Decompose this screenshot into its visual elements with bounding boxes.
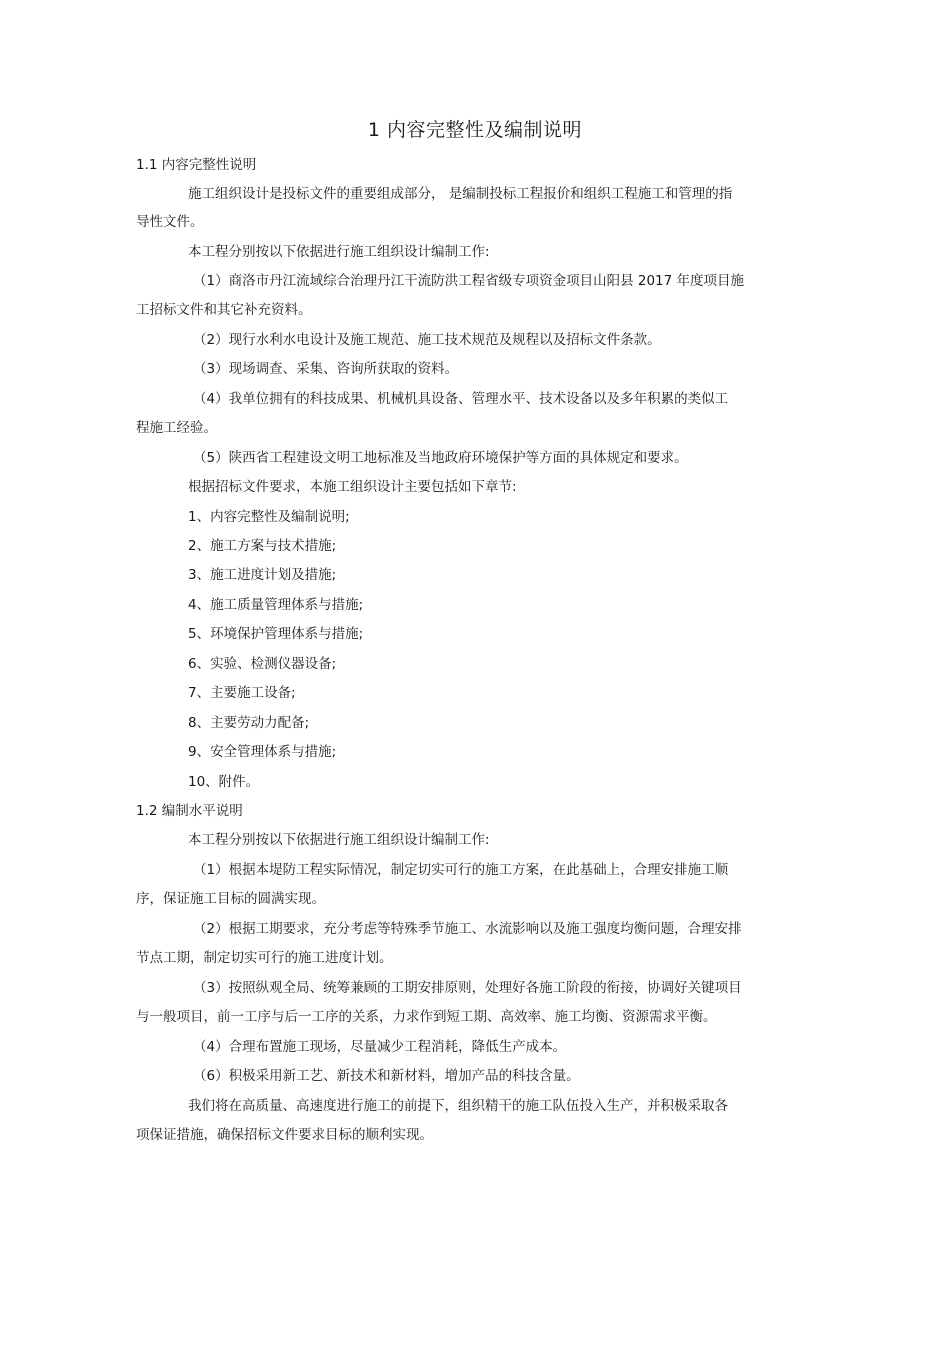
toc-item: 8、主要劳动力配备; (188, 715, 310, 731)
paragraph-line: 我们将在高质量、高速度进行施工的前提下，组织精干的施工队伍投入生产，并积极采取各 (188, 1098, 728, 1114)
toc-item: 4、施工质量管理体系与措施; (188, 597, 364, 613)
toc-item: 6、实验、检测仪器设备; (188, 656, 337, 672)
basis-item-3: （3）现场调查、采集、咨询所获取的资料。 (193, 361, 459, 377)
paragraph-line: 本工程分别按以下依据进行施工组织设计编制工作: (188, 832, 490, 848)
basis-item-4: （4）我单位拥有的科技成果、机械机具设备、管理水平、技术设备以及多年积累的类似工 (193, 391, 729, 407)
basis-item-1-cont: 工招标文件和其它补充资料。 (136, 302, 312, 318)
level-item-3-cont: 与一般项目，前一工序与后一工序的关系，力求作到短工期、高效率、施工均衡、资源需求平衡。 (136, 1009, 717, 1025)
level-item-2: （2）根据工期要求，充分考虑等特殊季节施工、水流影响以及施工强度均衡问题，合理安排 (193, 921, 742, 937)
toc-item: 10、附件。 (188, 774, 260, 790)
basis-item-4-cont: 程施工经验。 (136, 420, 217, 436)
level-item-1-cont: 序，保证施工目标的圆满实现。 (136, 891, 325, 907)
basis-item-5: （5）陕西省工程建设文明工地标准及当地政府环境保护等方面的具体规定和要求。 (193, 450, 688, 466)
page-title: 1 内容完整性及编制说明 (367, 119, 583, 141)
paragraph-line: 项保证措施，确保招标文件要求目标的顺利实现。 (136, 1127, 433, 1143)
basis-item-1: （1）商洛市丹江流域综合治理丹江干流防洪工程省级专项资金项目山阳县 2017 年度项目施 (193, 273, 745, 289)
toc-item: 7、主要施工设备; (188, 685, 296, 701)
toc-item: 5、环境保护管理体系与措施; (188, 626, 364, 642)
paragraph-line: 根据招标文件要求，本施工组织设计主要包括如下章节: (188, 479, 517, 495)
toc-item: 9、安全管理体系与措施; (188, 744, 337, 760)
toc-item: 1、内容完整性及编制说明; (188, 509, 350, 525)
section-heading-1-2: 1.2 编制水平说明 (136, 803, 243, 819)
section-heading-1-1: 1.1 内容完整性说明 (136, 157, 257, 173)
level-item-3: （3）按照纵观全局、统筹兼顾的工期安排原则，处理好各施工阶段的衔接，协调好关键项目 (193, 980, 742, 996)
level-item-1: （1）根据本堤防工程实际情况，制定切实可行的施工方案，在此基础上，合理安排施工顺 (193, 862, 729, 878)
toc-item: 2、施工方案与技术措施; (188, 538, 337, 554)
level-item-6: （6）积极采用新工艺、新技术和新材料，增加产品的科技含量。 (193, 1068, 580, 1084)
basis-item-2: （2）现行水利水电设计及施工规范、施工技术规范及规程以及招标文件条款。 (193, 332, 661, 348)
paragraph-line: 导性文件。 (136, 214, 204, 230)
paragraph-line: 本工程分别按以下依据进行施工组织设计编制工作: (188, 244, 490, 260)
level-item-4: （4）合理布置施工现场，尽量减少工程消耗，降低生产成本。 (193, 1039, 567, 1055)
level-item-2-cont: 节点工期，制定切实可行的施工进度计划。 (136, 950, 393, 966)
paragraph-line: 施工组织设计是投标文件的重要组成部分， 是编制投标工程报价和组织工程施工和管理的指 (188, 186, 733, 202)
toc-item: 3、施工进度计划及措施; (188, 567, 337, 583)
